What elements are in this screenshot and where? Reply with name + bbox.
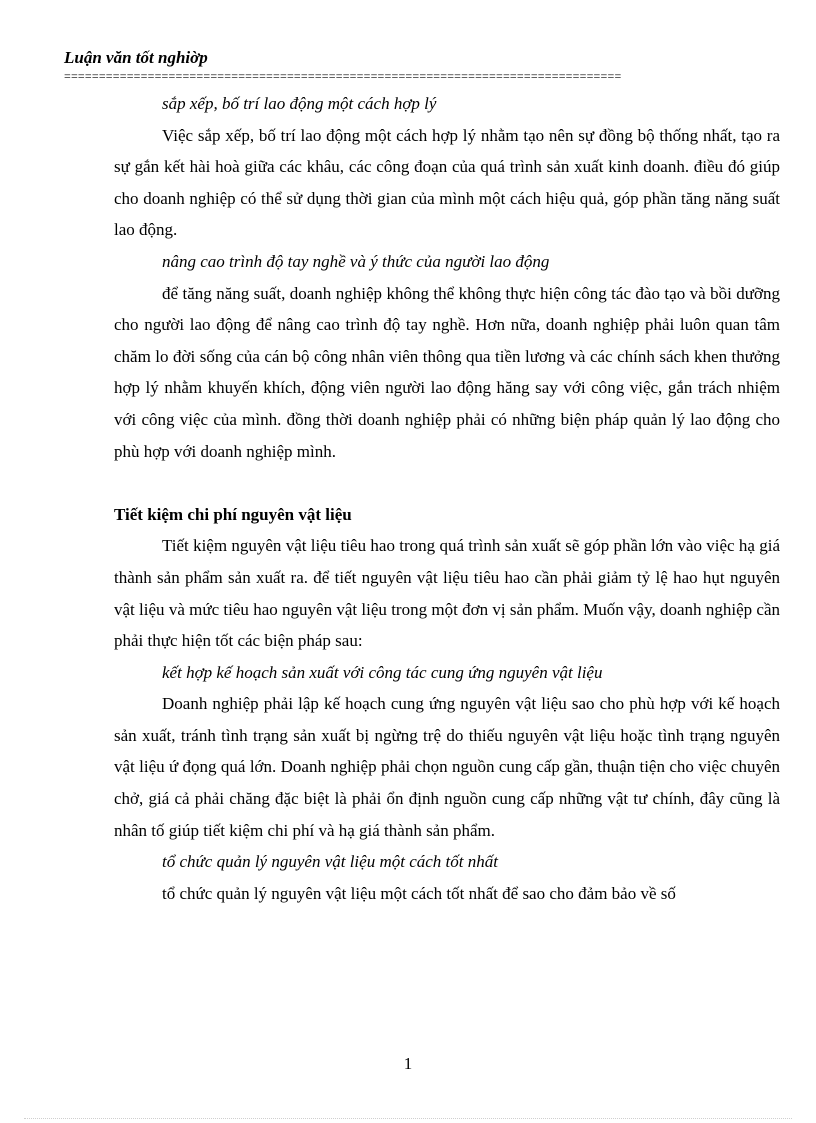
paragraph-supply-planning: Doanh nghiệp phải lập kế hoạch cung ứng nguyên vật liệu sao cho phù hợp với kế hoạch sản xuất, tránh tình trạng sản xuất bị ngừng trệ do thiếu nguyên vật liệu hoặc tình trạng nguyên vật liệu ứ đọng quá lớn. Doanh nghiệp phải chọn nguồn cung cấp gần, thuận tiện cho việc chuyên chở, giá cả phải chăng đặc biệt là phải ổn định nguồn cung cấp những vật tư chính, đây cũng là nhân tố giúp tiết kiệm chi phí và hạ giá thành sản phẩm. <box>114 694 780 840</box>
page-number: 1 <box>403 1054 413 1073</box>
subheading-labor-arrangement: sắp xếp, bố trí lao động một cách hợp lý <box>162 94 437 113</box>
paragraph-skill-improvement: để tăng năng suất, doanh nghiệp không thể không thực hiện công tác đào tạo và bồi dưỡng cho người lao động để nâng cao trình độ tay nghề. Hơn nữa, doanh nghiệp phải luôn quan tâm chăm lo đời sống của cán bộ công nhân viên thông qua tiền lương và các chính sách khen thưởng hợp lý nhằm khuyến khích, động viên người lao động hăng say với công việc, gắn trách nhiệm với công việc của mình. đồng thời doanh nghiệp phải có những biện pháp quản lý lao động cho phù hợp với doanh nghiệp mình. <box>114 283 780 461</box>
paragraph-labor-arrangement: Việc sắp xếp, bố trí lao động một cách hợp lý nhằm tạo nên sự đồng bộ thống nhất, tạo ra sự gắn kết hài hoà giữa các khâu, các công đoạn của quá trình sản xuất kinh doanh. điều đó giúp cho doanh nghiệp có thể sử dụng thời gian của mình một cách hiệu quả, góp phần tăng năng suất lao động. <box>114 125 780 240</box>
paragraph-material-management: tổ chức quản lý nguyên vật liệu một cách tốt nhất để sao cho đảm bảo về số <box>162 883 676 903</box>
header-divider: ================================================================================ <box>64 70 622 82</box>
paragraph-material-cost: Tiết kiệm nguyên vật liệu tiêu hao trong quá trình sản xuất sẽ góp phần lớn vào việc hạ giá thành sản phẩm sản xuất ra. để tiết nguyên vật liệu tiêu hao cần phải giảm tỷ lệ hao hụt nguyên vật liệu và mức tiêu hao nguyên vật liệu trong một đơn vị sản phẩm. Muốn vậy, doanh nghiệp cần phải thực hiện tốt các biện pháp sau: <box>114 536 780 651</box>
document-body <box>114 88 780 909</box>
section-heading-material-cost: Tiết kiệm chi phí nguyên vật liệu <box>114 504 352 524</box>
subheading-skill-improvement: nâng cao trình độ tay nghề và ý thức của người lao động <box>162 251 550 271</box>
page-bottom-border <box>24 1118 792 1119</box>
subheading-material-management: tổ chức quản lý nguyên vật liệu một cách tốt nhất <box>162 852 498 872</box>
running-header-title: Luận văn tốt nghiờp <box>64 48 208 67</box>
subheading-supply-planning: kết hợp kế hoạch sản xuất với công tác cung ứng nguyên vật liệu <box>162 662 603 682</box>
